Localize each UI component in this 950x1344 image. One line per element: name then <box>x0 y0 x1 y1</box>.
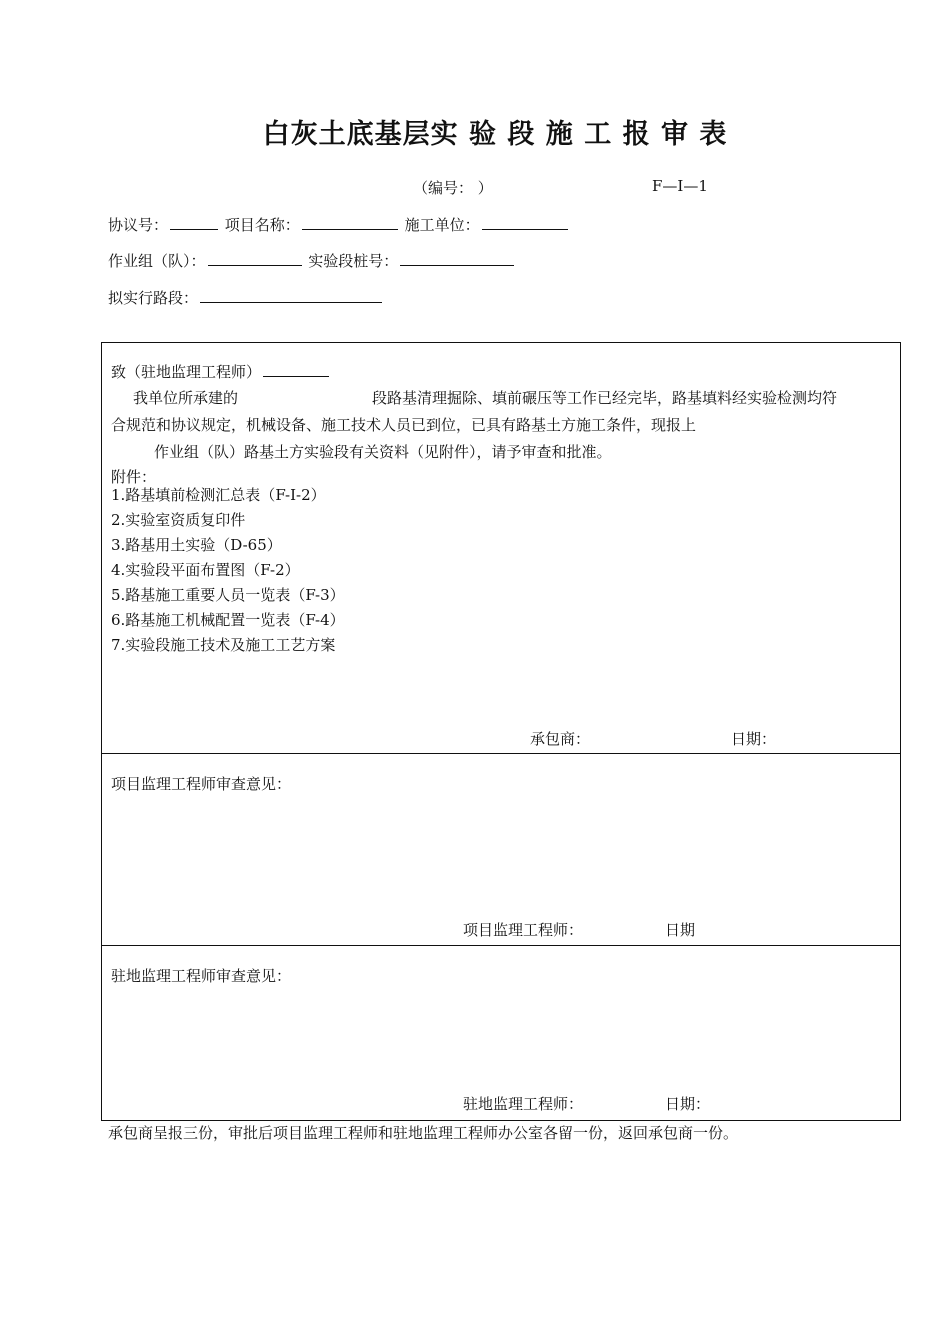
body-line-1a: 我单位所承建的 <box>133 389 239 407</box>
project-engineer-label: 项目监理工程师： <box>463 921 584 939</box>
contractor-label: 承包商： <box>530 730 591 748</box>
body-line-3: 作业组（队）路基土方实验段有关资料（见附件），请予审查和批准。 <box>154 443 612 461</box>
contractor-date-label: 日期： <box>731 730 777 748</box>
resident-engineer-label: 驻地监理工程师： <box>463 1095 584 1113</box>
attachment-item: 5.路基施工重要人员一览表（F-3） <box>111 586 345 604</box>
project-field[interactable] <box>302 214 398 230</box>
unit-label: 施工单位： <box>404 216 480 234</box>
project-opinion-label: 项目监理工程师审查意见： <box>111 775 292 793</box>
body-line-2: 合规范和协议规定，机械设备、施工技术人员已到位，已具有路基土方施工条件，现报上 <box>111 416 697 434</box>
footer-note: 承包商呈报三份，审批后项目监理工程师和驻地监理工程师办公室各留一份，返回承包商一份。 <box>108 1124 739 1142</box>
body-line-1b: 段路基清理掘除、填前碾压等工作已经完毕，路基填料经实验检测均符 <box>372 389 838 407</box>
header-row-2 <box>108 250 516 271</box>
unit-field[interactable] <box>482 214 568 230</box>
attachment-item: 3.路基用土实验（D-65） <box>111 536 282 554</box>
team-label: 作业组（队）： <box>108 252 206 270</box>
form-code: F—Ⅰ—1 <box>652 177 708 195</box>
section-divider-2 <box>101 945 901 946</box>
attachments-label: 附件： <box>111 468 157 486</box>
header-row-3 <box>108 287 384 308</box>
attachment-item: 2.实验室资质复印件 <box>111 511 246 529</box>
agreement-label: 协议号： <box>108 216 169 234</box>
attachment-item: 4.实验段平面布置图（F-2） <box>111 561 300 579</box>
team-field[interactable] <box>208 250 302 266</box>
station-label: 实验段桩号： <box>308 252 399 270</box>
to-field[interactable] <box>263 361 329 377</box>
page-title: 白灰土底基层实 验 段 施 工 报 审 表 <box>262 119 728 150</box>
route-field[interactable] <box>200 287 382 303</box>
station-field[interactable] <box>400 250 514 266</box>
resident-opinion-label: 驻地监理工程师审查意见： <box>111 967 292 985</box>
attachment-item: 6.路基施工机械配置一览表（F-4） <box>111 611 345 629</box>
attachment-item: 7.实验段施工技术及施工工艺方案 <box>111 636 336 654</box>
project-label: 项目名称： <box>224 216 300 234</box>
section-divider-1 <box>101 753 901 754</box>
header-row-1 <box>108 214 570 235</box>
attachment-item: 1.路基填前检测汇总表（F-Ⅰ-2） <box>111 486 326 504</box>
resident-date-label: 日期： <box>665 1095 711 1113</box>
to-label: 致（驻地监理工程师） <box>111 363 262 381</box>
agreement-field[interactable] <box>170 214 218 230</box>
route-label: 拟实行路段： <box>108 289 199 307</box>
number-label: （编号： ） <box>413 179 493 197</box>
to-line <box>111 361 331 382</box>
project-date-label: 日期 <box>665 921 696 939</box>
